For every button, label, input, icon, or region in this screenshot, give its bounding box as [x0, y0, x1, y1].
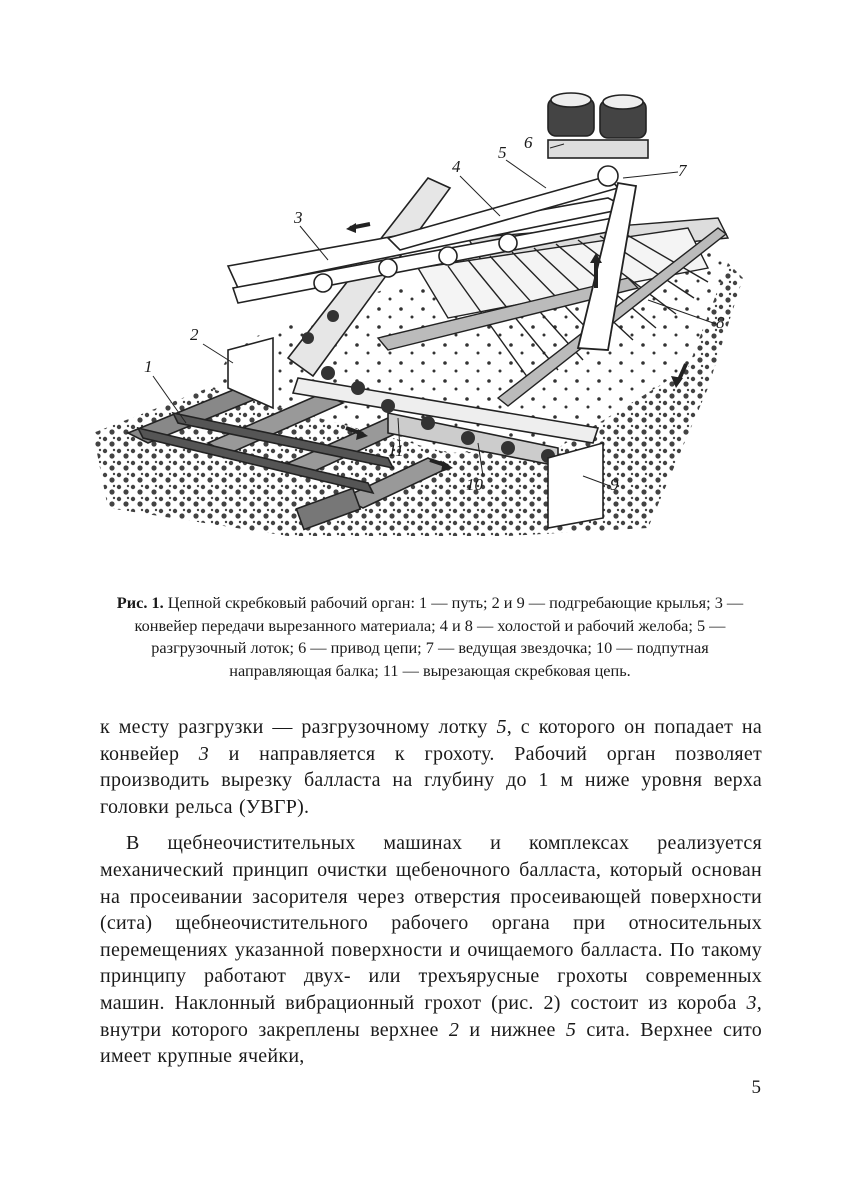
- ref-3-box: 3,: [746, 991, 762, 1014]
- figure-label-7: 7: [678, 161, 687, 180]
- paragraph-2-part-c: и нижнее: [459, 1018, 566, 1041]
- paragraph-2-part-a: В щебнеочистительных машинах и комплексах реализуется механический принцип очистки щебеночного балласта, который основан на просеивании засорителя через отверстия просеивающей поверхности (сита) щебнеочистительного рабочего органа при относительных перемещениях указанной поверхности и очищаемого балласта. По такому принципу работают двух- или трехъярусные грохоты современных машин. Наклонный вибрационный грохот (рис. 2) состоит из короба: [100, 832, 762, 1014]
- figure-label-5: 5: [498, 143, 507, 162]
- body-text: [100, 714, 762, 1070]
- ref-2-sieve: 2: [448, 1018, 460, 1041]
- ref-3: 3: [198, 742, 210, 765]
- ref-5-sieve: 5: [565, 1018, 577, 1041]
- figure-label-10: 10: [466, 475, 483, 494]
- ref-5: 5: [496, 716, 507, 738]
- figure-caption: [100, 592, 760, 682]
- figure-label-4: 4: [452, 157, 461, 176]
- caption-text: Цепной скребковый рабочий орган: 1 — путь; 2 и 9 — подгребающие крылья; 3 — конвейер передачи вырезанного материала; 4 и 8 — холостой и рабочий желоба; 5 — разгрузочный лоток; 6 — привод цепи; 7 — ведущая звездочка; 10 — подпутная направляющая балка; 11 — вырезающая скребковая цепь.: [134, 593, 744, 680]
- figure-label-2: 2: [190, 325, 199, 344]
- figure-label-1: 1: [144, 357, 153, 376]
- paragraph-1: [100, 714, 762, 820]
- chain-scraper-drawing: [88, 88, 748, 536]
- figure-label-11: 11: [388, 441, 404, 460]
- figure-illustration: [88, 88, 748, 536]
- figure-label-8: 8: [716, 313, 725, 332]
- figure-label-6: 6: [524, 133, 533, 152]
- paragraph-1-part-a: к месту разгрузки — разгрузочному лотку: [100, 716, 497, 738]
- page-number: 5: [751, 1077, 761, 1098]
- figure-label-9: 9: [610, 475, 619, 494]
- paragraph-2-part-b: внутри которого закреплены верхнее: [100, 1018, 449, 1041]
- figure-label-3: 3: [294, 208, 303, 227]
- paragraph-2-part-d: сита. Верхнее сито имеет крупные ячейки,: [100, 1018, 763, 1068]
- paragraph-1-part-b: , с которого он попадает на конвейер: [100, 716, 762, 765]
- paragraph-1-part-c: и направляется к грохоту. Рабочий орган позволяет производить вырезку балласта на глубину до 1 м ниже уровня верха головки рельса (УВГР).: [100, 742, 762, 818]
- caption-lead: Рис. 1.: [116, 593, 164, 612]
- paragraph-2: [100, 830, 762, 1069]
